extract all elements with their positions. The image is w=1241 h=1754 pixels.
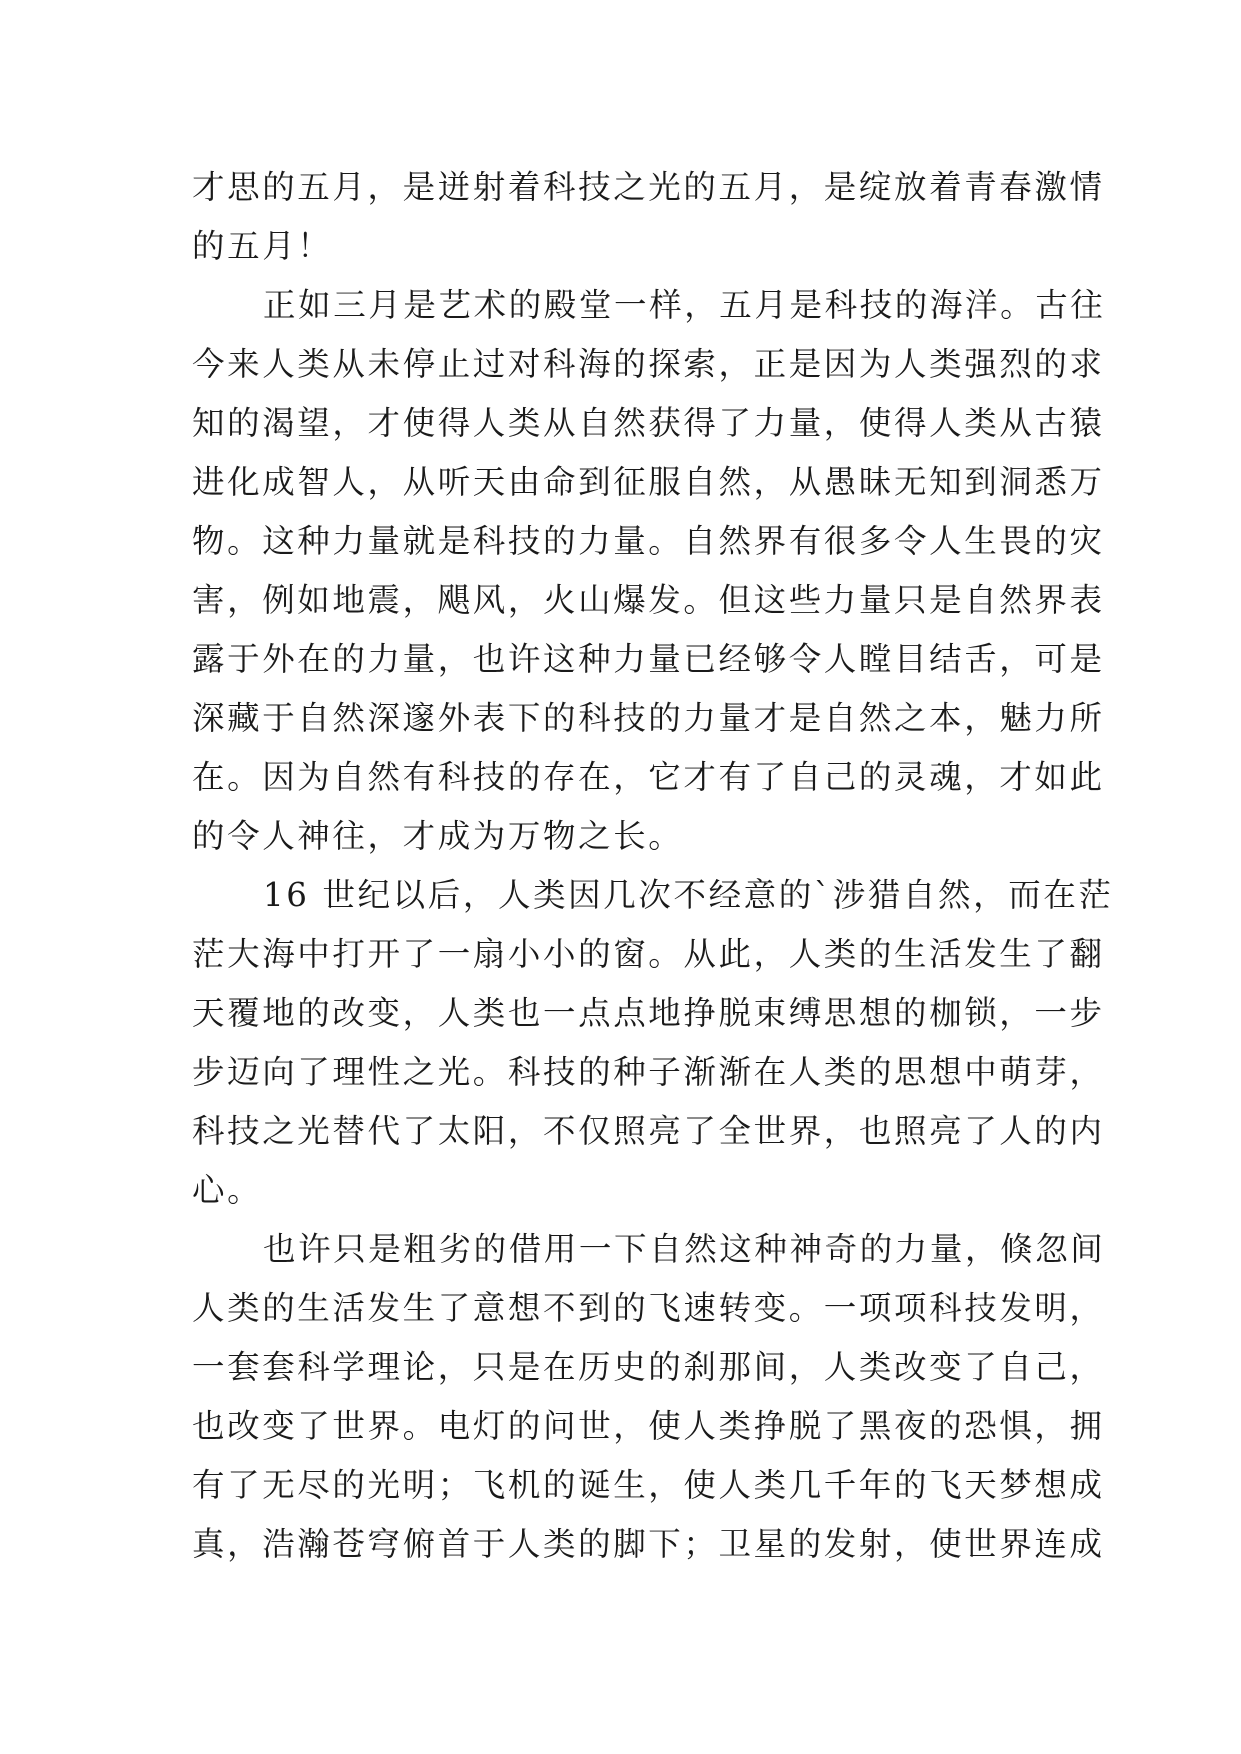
paragraph-3 — [192, 866, 1114, 1220]
text-line: 天覆地的改变，人类也一点点地挣脱束缚思想的枷锁，一步 — [192, 994, 1105, 1032]
text-line: 深藏于自然深邃外表下的科技的力量才是自然之本，魅力所 — [192, 699, 1105, 737]
text-line: 知的渴望，才使得人类从自然获得了力量，使得人类从古猿 — [192, 404, 1105, 442]
text-line: 心。 — [192, 1171, 263, 1209]
text-line: 一套套科学理论，只是在历史的刹那间，人类改变了自己， — [192, 1348, 1105, 1386]
text-line: 害，例如地震，飓风，火山爆发。但这些力量只是自然界表 — [192, 581, 1105, 619]
text-line: 也改变了世界。电灯的问世，使人类挣脱了黑夜的恐惧，拥 — [192, 1407, 1105, 1445]
text-line: 物。这种力量就是科技的力量。自然界有很多令人生畏的灾 — [192, 522, 1105, 560]
text-line: 露于外在的力量，也许这种力量已经够令人瞠目结舌，可是 — [192, 640, 1105, 678]
document-body — [192, 158, 1114, 1574]
text-line: 也许只是粗劣的借用一下自然这种神奇的力量，倏忽间 — [263, 1230, 1106, 1268]
paragraph-4 — [192, 1220, 1106, 1574]
text-line: 在。因为自然有科技的存在，它才有了自己的灵魂，才如此 — [192, 758, 1105, 796]
text-line: 有了无尽的光明；飞机的诞生，使人类几千年的飞天梦想成 — [192, 1466, 1105, 1504]
text-line: 茫大海中打开了一扇小小的窗。从此，人类的生活发生了翻 — [192, 935, 1105, 973]
text-line: 进化成智人，从听天由命到征服自然，从愚昧无知到洞悉万 — [192, 463, 1105, 501]
text-line: 的令人神往，才成为万物之长。 — [192, 817, 684, 855]
paragraph-1 — [192, 158, 1105, 276]
text-line: 人类的生活发生了意想不到的飞速转变。一项项科技发明， — [192, 1289, 1105, 1327]
paragraph-2 — [192, 276, 1106, 866]
text-line: 的五月！ — [192, 227, 333, 265]
text-line: 今来人类从未停止过对科海的探索，正是因为人类强烈的求 — [192, 345, 1105, 383]
text-line: 才思的五月，是迸射着科技之光的五月，是绽放着青春激情 — [192, 168, 1105, 206]
text-line: 真，浩瀚苍穹俯首于人类的脚下；卫星的发射，使世界连成 — [192, 1525, 1105, 1563]
text-line: 正如三月是艺术的殿堂一样，五月是科技的海洋。古往 — [263, 286, 1106, 324]
text-line: 科技之光替代了太阳，不仅照亮了全世界，也照亮了人的内 — [192, 1112, 1105, 1150]
text-line: 步迈向了理性之光。科技的种子渐渐在人类的思想中萌芽， — [192, 1053, 1105, 1091]
text-line: 16 世纪以后，人类因几次不经意的`涉猎自然，而在茫 — [263, 876, 1114, 914]
